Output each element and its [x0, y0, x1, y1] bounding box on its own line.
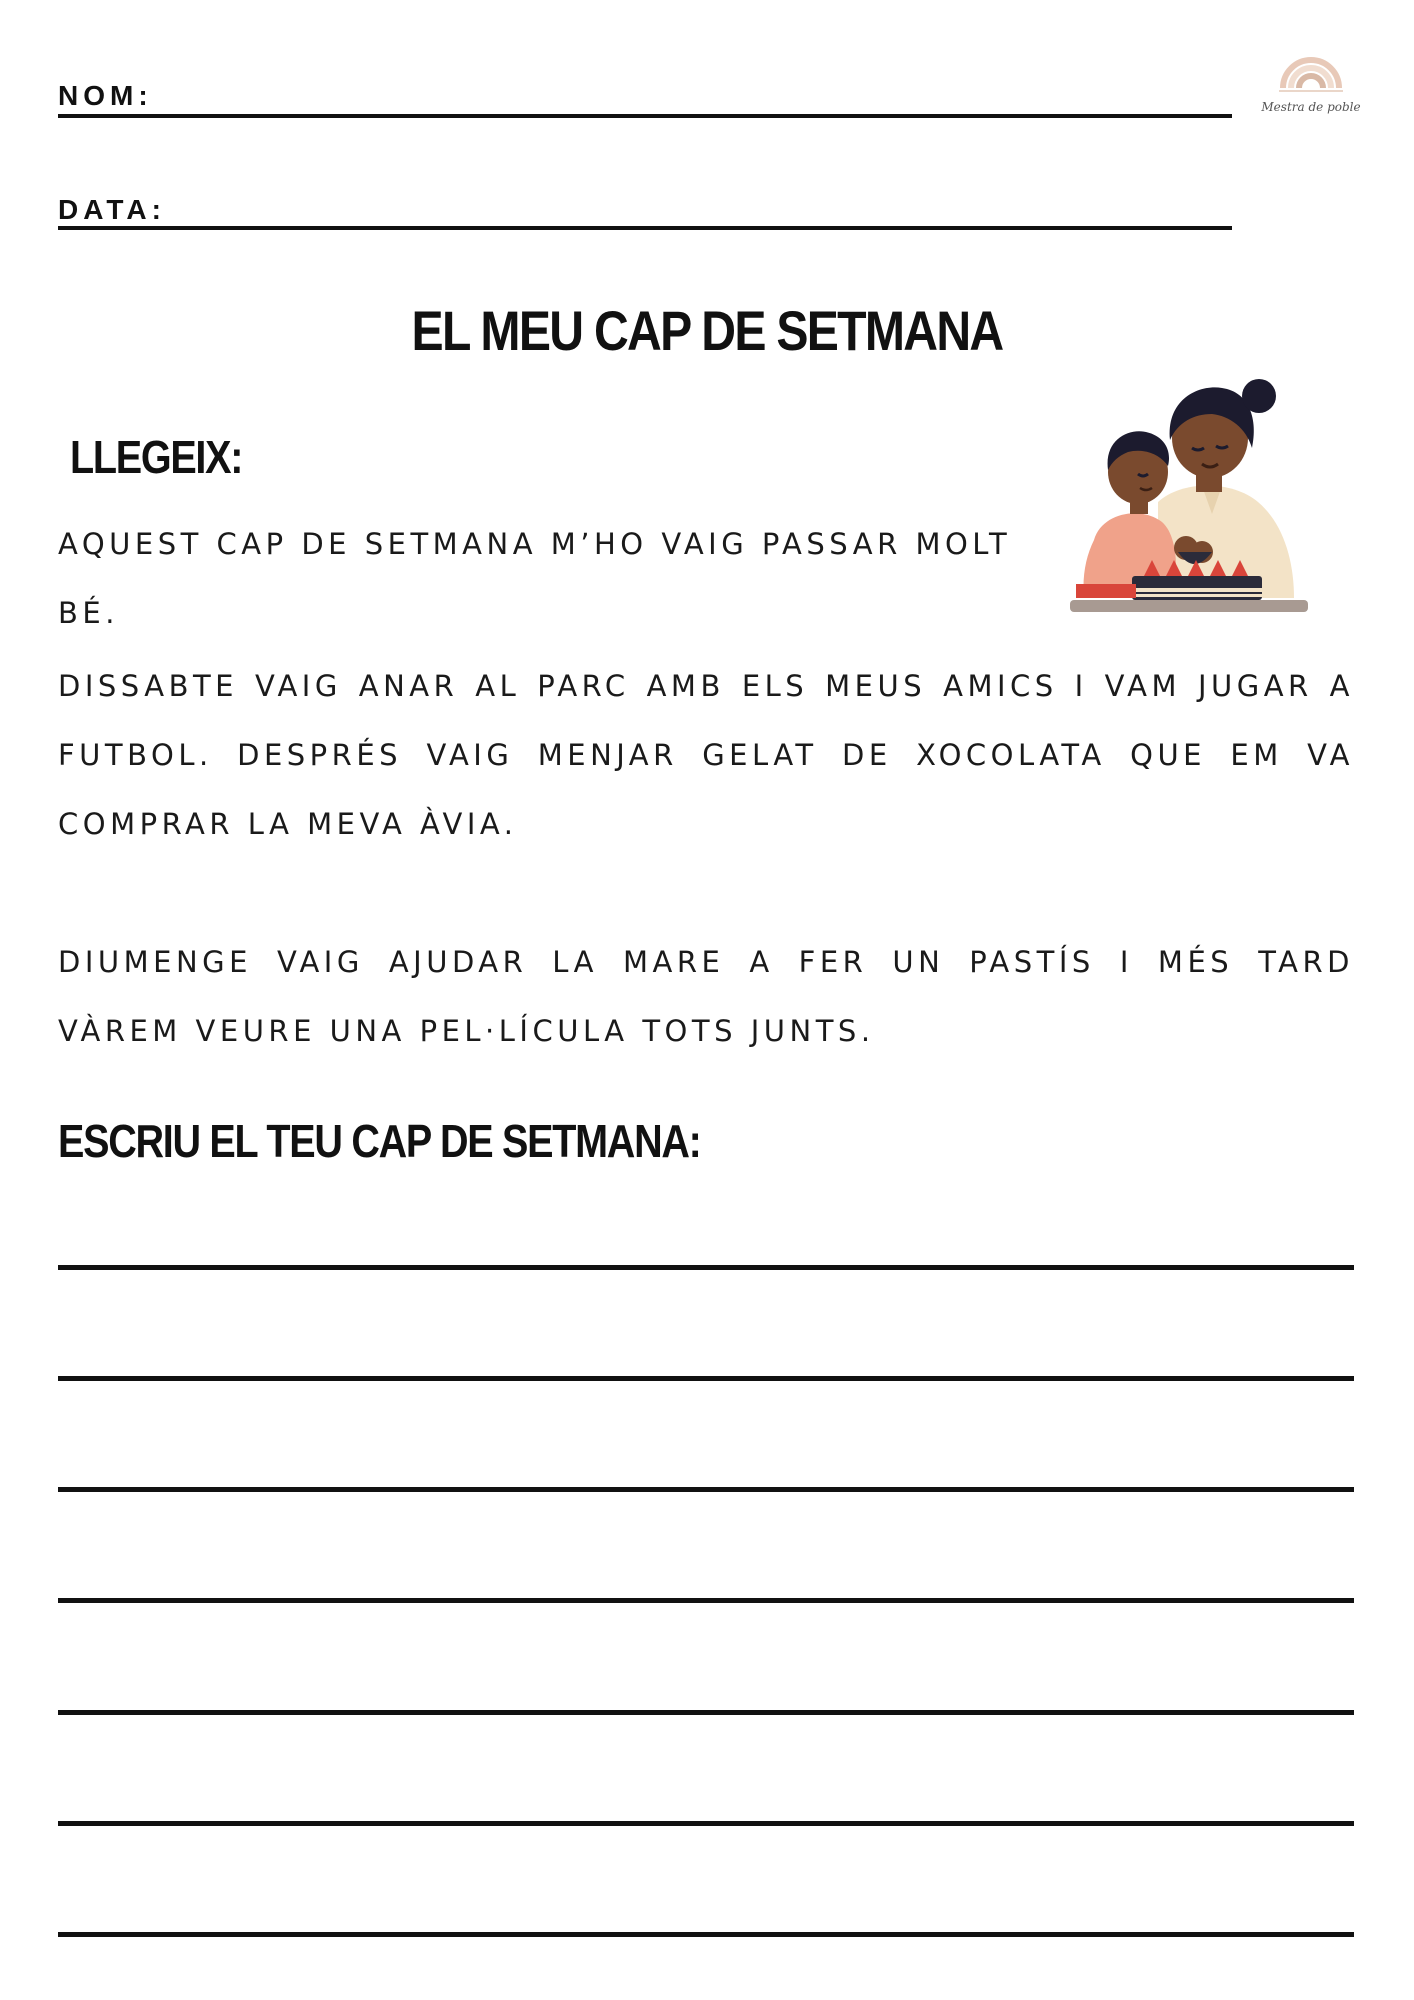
date-field[interactable] — [58, 192, 1232, 236]
write-heading: ESCRIU EL TEU CAP DE SETMANA: — [58, 1115, 701, 1167]
writing-line[interactable] — [58, 1710, 1354, 1715]
date-line[interactable] — [58, 226, 1232, 230]
writing-line[interactable] — [58, 1487, 1354, 1492]
writing-line[interactable] — [58, 1821, 1354, 1826]
paragraph-sunday: DIUMENGE VAIG AJUDAR LA MARE A FER UN PASTÍS I MÉS TARD VÀREM VEURE UNA PEL·LÍCULA TOTS JUNTS. — [58, 945, 1354, 1048]
baking-illustration — [1062, 362, 1312, 620]
writing-line[interactable] — [58, 1376, 1354, 1381]
writing-line[interactable] — [58, 1932, 1354, 1937]
name-field[interactable] — [58, 78, 1232, 122]
paragraph-saturday: DISSABTE VAIG ANAR AL PARC AMB ELS MEUS AMICS I VAM JUGAR A FUTBOL. DESPRÉS VAIG MENJAR GELAT DE XOCOLATA QUE EM VA COMPRAR LA MEVA ÀVIA. — [58, 669, 1354, 841]
page-title: EL MEU CAP DE SETMANA — [411, 299, 1003, 362]
name-line[interactable] — [58, 114, 1232, 118]
read-heading: LLEGEIX: — [70, 431, 243, 483]
paragraph-intro: AQUEST CAP DE SETMANA M’HO VAIG PASSAR MOLT BÉ. — [58, 527, 1012, 630]
logo-text: Mestra de poble — [1261, 100, 1361, 114]
name-label: NOM: — [58, 80, 153, 111]
rainbow-icon — [1252, 36, 1370, 96]
date-label: DATA: — [58, 194, 166, 225]
logo — [1252, 36, 1370, 120]
writing-line[interactable] — [58, 1598, 1354, 1603]
writing-line[interactable] — [58, 1265, 1354, 1270]
